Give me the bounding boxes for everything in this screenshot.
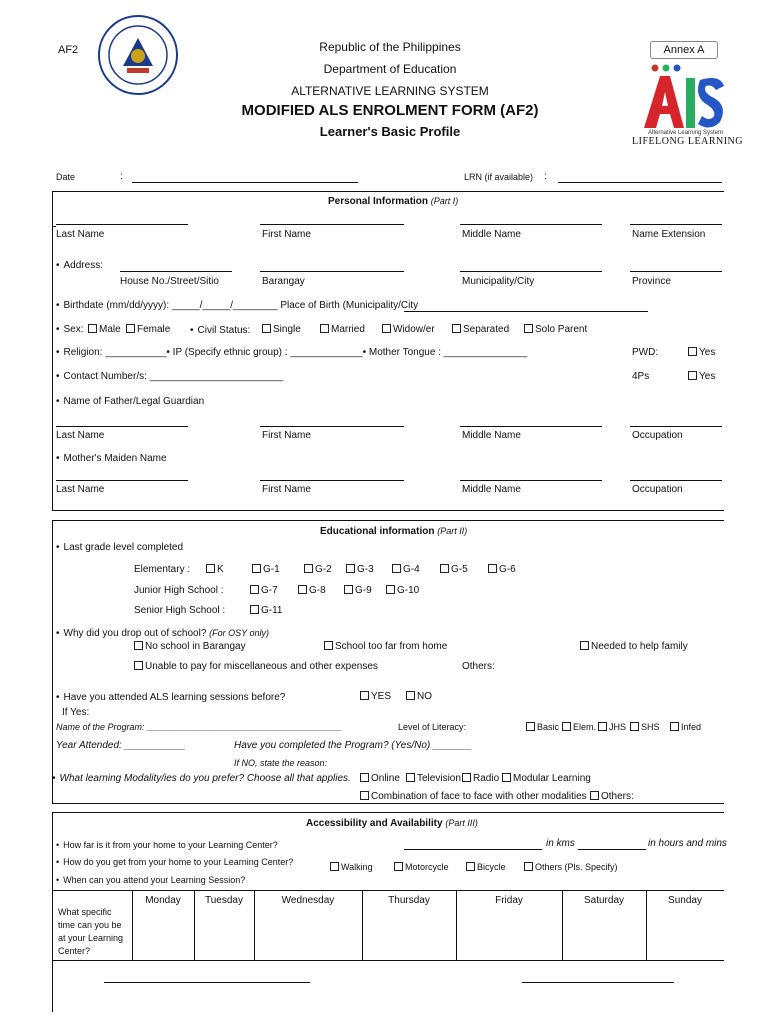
grade-5-label: G-5 [451, 564, 468, 575]
lrn-field[interactable] [558, 182, 722, 183]
part1-top-border [52, 191, 724, 192]
literacy-jhs-label: JHS [609, 722, 627, 732]
literacy-infed-option[interactable] [670, 722, 701, 732]
literacy-basic-label: Basic [537, 722, 560, 732]
day-friday: Friday [495, 895, 523, 906]
grade-1-option[interactable] [252, 564, 280, 575]
signature-line-left[interactable] [104, 982, 310, 983]
modular-label: Modular Learning [513, 773, 591, 784]
grade-7-option[interactable] [250, 585, 278, 596]
literacy-jhs-option[interactable] [598, 722, 626, 732]
combination-label: Combination of face to face with other modalities [371, 791, 587, 802]
mother-first-field[interactable] [260, 480, 404, 481]
day-tuesday: Tuesday [205, 895, 243, 906]
grade-3-option[interactable] [346, 564, 374, 575]
als-logo-text [640, 62, 641, 63]
schedule-top-border [52, 890, 724, 891]
shs-label: Senior High School : [134, 605, 226, 616]
grade-k-label: K [217, 564, 224, 575]
year-attended-line: Year Attended: ___________ [56, 740, 186, 751]
day-saturday: Saturday [583, 895, 625, 906]
father-first-label: First Name [262, 430, 311, 441]
male-option[interactable] [88, 324, 121, 335]
why-dropout-label: • Why did you drop out of school? (For OSY only) [56, 628, 269, 639]
lrn-colon: : [544, 171, 547, 182]
grade-2-option[interactable] [304, 564, 332, 575]
department-line: Department of Education [323, 62, 457, 76]
religion-line: • Religion: ___________• IP (Specify ethnic group) : _____________• Mother Tongue : _______________ [56, 347, 527, 358]
father-first-field[interactable] [260, 426, 404, 427]
contact-line: • Contact Number/s: ________________________ [56, 371, 283, 382]
unable-pay-option[interactable] [134, 661, 378, 672]
fourps-yes-option[interactable] [688, 371, 715, 382]
form-title: MODIFIED ALS ENROLMENT FORM (AF2) [241, 102, 539, 119]
unable-pay-label: Unable to pay for miscellaneous and other expenses [145, 661, 378, 672]
bicycle-option[interactable] [466, 862, 506, 872]
grade-k-option[interactable] [206, 564, 224, 575]
last-grade-label: • Last grade level completed [56, 542, 183, 553]
others-reason-label: Others: [462, 661, 495, 672]
online-label: Online [371, 773, 400, 784]
online-option[interactable] [360, 773, 400, 784]
specific-time-label: What specific time can you be at your Learning Center? [58, 907, 124, 956]
separated-label: Separated [463, 324, 510, 335]
too-far-label: School too far from home [335, 641, 448, 652]
mother-occupation-label: Occupation [632, 484, 683, 495]
literacy-elem-label: Elem. [573, 722, 597, 732]
province-label: Province [632, 276, 671, 287]
female-option[interactable] [126, 324, 170, 335]
grade-8-label: G-8 [309, 585, 326, 596]
municipality-label: Municipality/City [462, 276, 535, 287]
attended-no-label: NO [417, 691, 432, 702]
married-label: Married [331, 324, 365, 335]
seal-text-bottom [97, 14, 98, 15]
first-name-field[interactable] [260, 224, 404, 225]
literacy-shs-option[interactable] [630, 722, 660, 732]
father-occupation-label: Occupation [632, 430, 683, 441]
modality-label: • What learning Modality/ies do you prefer? Choose all that applies. [52, 773, 351, 784]
radio-label: Radio [473, 773, 500, 784]
combination-option[interactable] [360, 791, 587, 802]
republic-line: Republic of the Philippines [319, 40, 461, 54]
widow-label: Widow/er [393, 324, 435, 335]
mother-middle-field[interactable] [460, 480, 602, 481]
grade-9-label: G-9 [355, 585, 372, 596]
attended-yes-label: YES [371, 691, 392, 702]
house-label: House No./Street/Sitio [120, 276, 219, 287]
attended-label: • Have you attended ALS learning sessions before? [56, 692, 285, 703]
fourps-label: 4Ps [632, 371, 650, 382]
grade-9-option[interactable] [344, 585, 372, 596]
day-thursday: Thursday [388, 895, 430, 906]
personal-info-heading: Personal Information (Part I) [328, 196, 459, 207]
too-far-option[interactable] [324, 641, 447, 652]
elementary-label: Elementary : [134, 564, 191, 575]
divider [52, 226, 56, 227]
als-logo-small: Alternative Learning System [648, 130, 724, 136]
if-yes-label: If Yes: [62, 707, 90, 718]
literacy-label: Level of Literacy: [398, 722, 467, 732]
education-heading: Educational information (Part II) [320, 526, 468, 537]
motorcycle-option[interactable] [394, 862, 449, 872]
others-transport-label: Others (Pls. Specify) [535, 862, 618, 872]
last-name-field[interactable] [56, 224, 188, 225]
father-middle-label: Middle Name [462, 430, 521, 441]
als-logo [632, 62, 743, 148]
jhs-label: Junior High School : [134, 585, 224, 596]
last-name-label: Last Name [56, 229, 105, 240]
walking-label: Walking [341, 862, 373, 872]
grade-4-label: G-4 [403, 564, 420, 575]
travel-time-field[interactable] [578, 849, 646, 850]
others-modality-option[interactable] [590, 791, 634, 802]
schedule-bottom-border [52, 960, 724, 961]
solo-parent-option[interactable] [524, 324, 587, 335]
deped-seal [97, 14, 179, 96]
municipality-field[interactable] [460, 271, 602, 272]
widow-option[interactable] [382, 324, 435, 335]
part2-bottom-border [52, 803, 724, 804]
television-option[interactable] [406, 773, 461, 784]
part2-left-border [52, 520, 53, 804]
father-middle-field[interactable] [460, 426, 602, 427]
access-heading: Accessibility and Availability (Part III) [306, 818, 478, 829]
name-ext-label: Name Extension [632, 229, 706, 240]
grade-11-option[interactable] [250, 605, 283, 616]
grade-10-label: G-10 [397, 585, 420, 596]
lrn-label: LRN (if available) [464, 172, 534, 182]
male-label: Male [99, 324, 121, 335]
how-get-label: • How do you get from your home to your Learning Center? [56, 857, 293, 867]
address-label: • Address: [56, 260, 103, 271]
als-line: ALTERNATIVE LEARNING SYSTEM [291, 84, 489, 98]
form-code: AF2 [58, 44, 79, 56]
radio-option[interactable] [462, 773, 499, 784]
house-field[interactable] [120, 271, 232, 272]
pwd-label: PWD: [632, 347, 659, 358]
signature-line-right[interactable] [522, 982, 674, 983]
father-occupation-field[interactable] [630, 426, 722, 427]
mother-middle-label: Middle Name [462, 484, 521, 495]
annex-label: Annex A [650, 41, 718, 59]
grade-1-label: G-1 [263, 564, 280, 575]
date-field[interactable] [132, 182, 358, 183]
completed-line: Have you completed the Program? (Yes/No) _______ [234, 740, 472, 751]
grade-3-label: G-3 [357, 564, 374, 575]
how-far-label: • How far is it from your home to your Learning Center? [56, 840, 278, 850]
middle-name-label: Middle Name [462, 229, 521, 240]
single-label: Single [273, 324, 301, 335]
barangay-field[interactable] [260, 271, 404, 272]
literacy-elem-option[interactable] [562, 722, 596, 732]
mother-occupation-field[interactable] [630, 480, 722, 481]
mother-label: • Mother's Maiden Name [56, 453, 167, 464]
distance-kms-field[interactable] [404, 849, 542, 850]
day-monday: Monday [145, 895, 181, 906]
name-ext-field[interactable] [630, 224, 722, 225]
single-option[interactable] [262, 324, 301, 335]
mother-last-field[interactable] [56, 480, 188, 481]
attended-yes-option[interactable] [360, 691, 391, 702]
grade-4-option[interactable] [392, 564, 420, 575]
no-school-label: No school in Barangay [145, 641, 246, 652]
father-last-label: Last Name [56, 430, 105, 441]
solo-parent-label: Solo Parent [535, 324, 588, 335]
birthdate-label: • Birthdate (mm/dd/yyyy): _____/_____/________ Place of Birth (Municipality/City [56, 300, 418, 311]
others-modality-label: Others: [601, 791, 634, 802]
part2-top-border [52, 520, 724, 521]
fourps-yes-label: Yes [699, 371, 716, 382]
literacy-shs-label: SHS [641, 722, 660, 732]
separated-option[interactable] [452, 324, 509, 335]
pwd-yes-option[interactable] [688, 347, 715, 358]
modular-option[interactable] [502, 773, 591, 784]
father-last-field[interactable] [56, 426, 188, 427]
bicycle-label: Bicycle [477, 862, 506, 872]
part1-left-border [52, 191, 53, 511]
in-kms-label: in kms [546, 838, 575, 849]
date-colon: : [120, 171, 123, 182]
if-no-label: If NO, state the reason: [234, 758, 328, 768]
pwd-yes-label: Yes [699, 347, 716, 358]
day-wednesday: Wednesday [281, 895, 335, 906]
grade-8-option[interactable] [298, 585, 326, 596]
sex-label: • Sex: [56, 324, 84, 335]
in-hours-label: in hours and mins [648, 838, 727, 849]
grade-6-option[interactable] [488, 564, 516, 575]
grade-5-option[interactable] [440, 564, 468, 575]
grade-10-option[interactable] [386, 585, 419, 596]
birthplace-field[interactable] [404, 311, 648, 312]
first-name-label: First Name [262, 229, 311, 240]
literacy-basic-option[interactable] [526, 722, 559, 732]
no-school-option[interactable] [134, 641, 246, 652]
middle-name-field[interactable] [460, 224, 602, 225]
date-label: Date [56, 172, 76, 182]
female-label: Female [137, 324, 171, 335]
mother-last-label: Last Name [56, 484, 105, 495]
motorcycle-label: Motorcycle [405, 862, 449, 872]
civil-status-label: • Civil Status: [190, 325, 250, 336]
married-option[interactable] [320, 324, 365, 335]
when-label: • When can you attend your Learning Session? [56, 875, 245, 885]
barangay-label: Barangay [262, 276, 305, 287]
walking-option[interactable] [330, 862, 373, 872]
grade-2-label: G-2 [315, 564, 332, 575]
mother-first-label: First Name [262, 484, 311, 495]
part1-bottom-border [52, 510, 724, 511]
program-name-line: Name of the Program: _______________________________________ [56, 722, 343, 732]
literacy-infed-label: Infed [681, 722, 702, 732]
others-transport-option[interactable] [524, 862, 618, 872]
form-subtitle: Learner's Basic Profile [319, 124, 461, 139]
province-field[interactable] [630, 271, 722, 272]
part3-left-border [52, 812, 53, 1012]
als-logo-tag: LIFELONG LEARNING [632, 136, 743, 147]
grade-6-label: G-6 [499, 564, 516, 575]
day-sunday: Sunday [668, 895, 702, 906]
television-label: Television [417, 773, 461, 784]
attended-no-option[interactable] [406, 691, 432, 702]
help-family-label: Needed to help family [591, 641, 688, 652]
part3-top-border [52, 812, 724, 813]
grade-11-label: G-11 [261, 605, 283, 616]
help-family-option[interactable] [580, 641, 688, 652]
grade-7-label: G-7 [261, 585, 278, 596]
father-label: • Name of Father/Legal Guardian [56, 396, 204, 407]
